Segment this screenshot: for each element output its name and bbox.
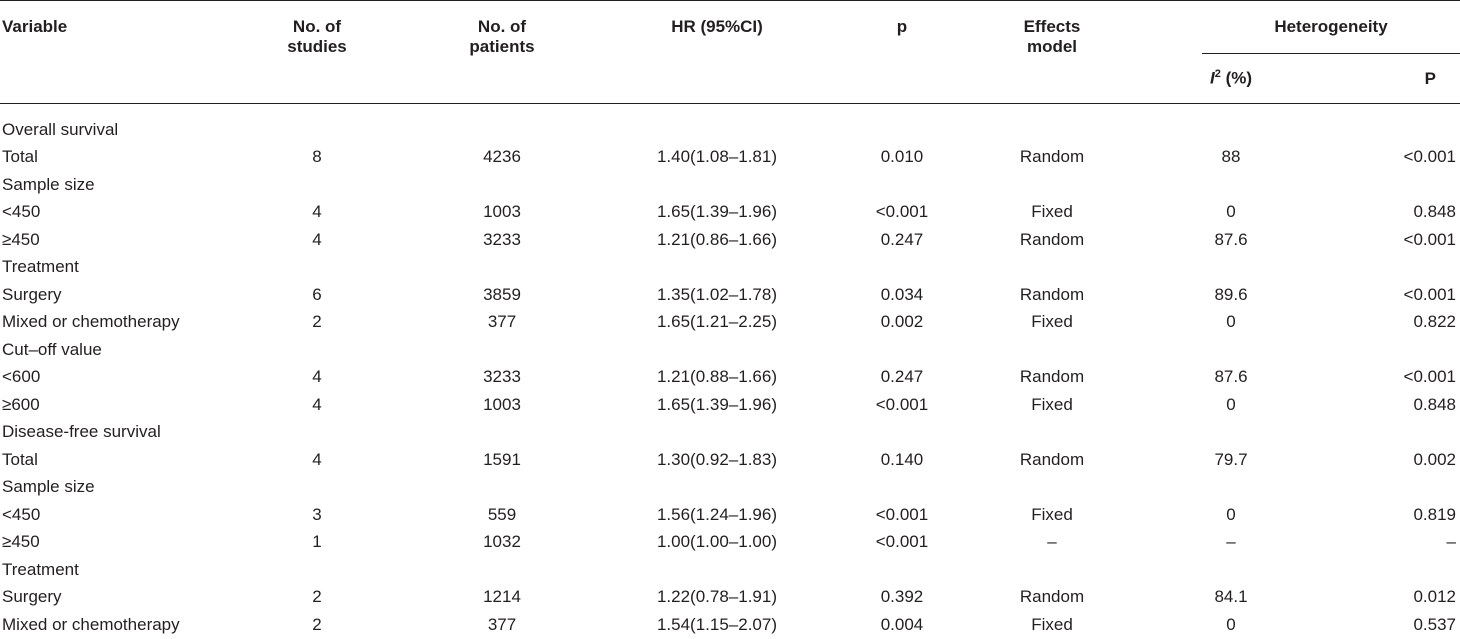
cell-p: <0.001 — [875, 532, 929, 552]
cell-patients: 3859 — [483, 284, 521, 304]
cell-hr: 1.65(1.39–1.96) — [656, 202, 778, 222]
table-body — [0, 104, 1460, 639]
cell-p: 0.247 — [880, 367, 924, 387]
table-row — [0, 501, 1460, 529]
section-label: Treatment — [2, 559, 79, 579]
cell-het-p: 0.822 — [1413, 312, 1456, 332]
cell-i2: – — [1226, 532, 1236, 552]
cell-effects: Random — [1019, 367, 1085, 387]
cell-patients: 1003 — [483, 394, 521, 414]
cell-variable: <450 — [2, 202, 41, 222]
cell-i2: 79.7 — [1214, 449, 1248, 469]
cell-p: 0.004 — [880, 614, 924, 634]
cell-patients: 377 — [487, 614, 517, 634]
header-het-p: P — [1424, 68, 1436, 88]
section-label: Sample size — [2, 477, 95, 497]
header-effects-text: Effects model — [1023, 17, 1081, 57]
cell-p: 0.140 — [880, 449, 924, 469]
header-i2-sup: 2 — [1214, 68, 1221, 81]
cell-het-p: 0.848 — [1413, 202, 1456, 222]
table-row — [0, 309, 1460, 337]
cell-hr: 1.56(1.24–1.96) — [656, 504, 778, 524]
header-p: p — [896, 17, 908, 36]
cell-p: 0.392 — [880, 587, 924, 607]
cell-studies: 2 — [312, 587, 322, 607]
cell-variable: ≥450 — [2, 532, 40, 552]
table-row — [0, 391, 1460, 419]
cell-het-p: <0.001 — [1403, 367, 1456, 387]
cell-studies: 4 — [312, 449, 322, 469]
cell-patients: 3233 — [483, 229, 521, 249]
cell-hr: 1.00(1.00–1.00) — [656, 532, 778, 552]
cell-patients: 1032 — [483, 532, 521, 552]
cell-patients: 1214 — [483, 587, 521, 607]
section-label: Cut–off value — [2, 339, 102, 359]
table-row — [0, 199, 1460, 227]
cell-het-p: 0.848 — [1413, 394, 1456, 414]
section-row — [0, 171, 1460, 199]
cell-effects: Fixed — [1031, 312, 1073, 332]
cell-studies: 8 — [312, 147, 322, 167]
header-patients-text: No. of patients — [469, 17, 535, 57]
cell-hr: 1.21(0.86–1.66) — [656, 229, 778, 249]
cell-variable: Total — [2, 449, 38, 469]
cell-het-p: 0.002 — [1413, 449, 1456, 469]
cell-hr: 1.65(1.21–2.25) — [656, 312, 778, 332]
cell-variable: Mixed or chemotherapy — [2, 312, 180, 332]
cell-i2: 0 — [1226, 394, 1236, 414]
header-hr: HR (95%CI) — [671, 17, 763, 36]
table-row — [0, 144, 1460, 172]
cell-het-p: – — [1446, 532, 1456, 552]
cell-i2: 87.6 — [1214, 367, 1248, 387]
cell-hr: 1.65(1.39–1.96) — [656, 394, 778, 414]
header-heterogeneity — [1132, 1, 1460, 56]
table-row — [0, 364, 1460, 392]
cell-effects: Fixed — [1031, 394, 1073, 414]
header-heterogeneity-text: Heterogeneity — [1274, 17, 1388, 36]
cell-i2: 88 — [1221, 147, 1241, 167]
cell-hr: 1.30(0.92–1.83) — [656, 449, 778, 469]
section-row — [0, 556, 1460, 584]
cell-studies: 1 — [312, 532, 322, 552]
cell-i2: 0 — [1226, 504, 1236, 524]
table-row — [0, 226, 1460, 254]
cell-hr: 1.21(0.88–1.66) — [656, 367, 778, 387]
header-studies-text: No. of studies — [287, 17, 347, 57]
cell-patients: 1003 — [483, 202, 521, 222]
cell-studies: 4 — [312, 367, 322, 387]
cell-studies: 3 — [312, 504, 322, 524]
header-i2-unit: (%) — [1220, 69, 1253, 89]
header-studies — [232, 1, 402, 104]
section-label: Disease-free survival — [2, 422, 161, 442]
cell-p: <0.001 — [875, 202, 929, 222]
cell-p: 0.247 — [880, 229, 924, 249]
cell-effects: – — [1047, 532, 1057, 552]
cell-studies: 4 — [312, 394, 322, 414]
cell-het-p: 0.012 — [1413, 587, 1456, 607]
cell-effects: Random — [1019, 284, 1085, 304]
cell-i2: 89.6 — [1214, 284, 1248, 304]
cell-hr: 1.40(1.08–1.81) — [656, 147, 778, 167]
cell-variable: <450 — [2, 504, 41, 524]
section-row — [0, 419, 1460, 447]
table-row — [0, 529, 1460, 557]
cell-studies: 2 — [312, 614, 322, 634]
section-label: Sample size — [2, 174, 95, 194]
cell-studies: 2 — [312, 312, 322, 332]
cell-hr: 1.54(1.15–2.07) — [656, 614, 778, 634]
cell-variable: ≥450 — [2, 229, 40, 249]
cell-het-p: <0.001 — [1403, 229, 1456, 249]
cell-het-p: 0.819 — [1413, 504, 1456, 524]
cell-variable: <600 — [2, 367, 41, 387]
section-row — [0, 104, 1460, 144]
header-i2-symbol: I — [1209, 69, 1215, 89]
cell-patients: 3233 — [483, 367, 521, 387]
cell-p: <0.001 — [875, 504, 929, 524]
section-label: Overall survival — [2, 119, 119, 139]
cell-studies: 4 — [312, 202, 322, 222]
cell-patients: 559 — [487, 504, 517, 524]
header-row — [0, 1, 1460, 56]
header-i2 — [1132, 55, 1260, 104]
cell-variable: ≥600 — [2, 394, 40, 414]
cell-patients: 4236 — [483, 147, 521, 167]
section-row — [0, 474, 1460, 502]
cell-p: 0.034 — [880, 284, 924, 304]
cell-effects: Random — [1019, 449, 1085, 469]
cell-het-p: <0.001 — [1403, 147, 1456, 167]
section-row — [0, 254, 1460, 282]
section-label: Treatment — [2, 257, 79, 277]
cell-i2: 0 — [1226, 312, 1236, 332]
cell-effects: Fixed — [1031, 504, 1073, 524]
cell-hr: 1.35(1.02–1.78) — [656, 284, 778, 304]
table-row — [0, 611, 1460, 639]
cell-p: <0.001 — [875, 394, 929, 414]
cell-p: 0.010 — [880, 147, 924, 167]
cell-effects: Fixed — [1031, 614, 1073, 634]
cell-studies: 6 — [312, 284, 322, 304]
cell-effects: Random — [1019, 229, 1085, 249]
header-patients — [402, 1, 602, 104]
cell-variable: Surgery — [2, 284, 62, 304]
heterogeneity-rule — [1202, 17, 1460, 54]
cell-p: 0.002 — [880, 312, 924, 332]
cell-i2: 87.6 — [1214, 229, 1248, 249]
header-effects — [972, 1, 1132, 104]
table-row — [0, 281, 1460, 309]
cell-effects: Random — [1019, 587, 1085, 607]
cell-variable: Surgery — [2, 587, 62, 607]
cell-patients: 1591 — [483, 449, 521, 469]
cell-variable: Total — [2, 147, 38, 167]
cell-i2: 0 — [1226, 614, 1236, 634]
cell-i2: 0 — [1226, 202, 1236, 222]
cell-i2: 84.1 — [1214, 587, 1248, 607]
cell-patients: 377 — [487, 312, 517, 332]
cell-studies: 4 — [312, 229, 322, 249]
cell-hr: 1.22(0.78–1.91) — [656, 587, 778, 607]
section-row — [0, 336, 1460, 364]
cell-effects: Random — [1019, 147, 1085, 167]
cell-effects: Fixed — [1031, 202, 1073, 222]
table-row — [0, 446, 1460, 474]
cell-variable: Mixed or chemotherapy — [2, 614, 180, 634]
cell-het-p: <0.001 — [1403, 284, 1456, 304]
header-variable: Variable — [2, 17, 68, 36]
table-row — [0, 584, 1460, 612]
cell-het-p: 0.537 — [1413, 614, 1456, 634]
